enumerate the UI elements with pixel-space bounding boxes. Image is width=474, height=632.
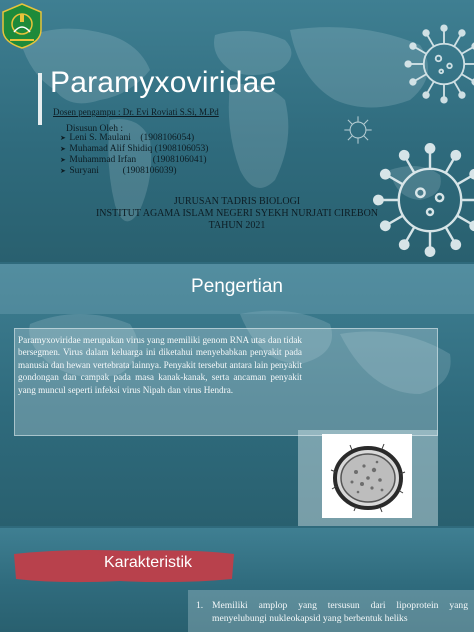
institution-block — [0, 196, 474, 232]
list-item: ➤ Muhamad Alif Shidiq (1908106053) — [60, 144, 209, 154]
virus-micrograph-image — [322, 434, 412, 518]
virus-icon — [398, 18, 474, 110]
list-item: ➤ Suryani (1908106039) — [60, 166, 177, 176]
definition-slide — [0, 264, 474, 526]
definition-paragraph: Paramyxoviridae merupakan virus yang memiliki genom RNA utas dan tidak bersegmen. Virus dalam keluarga ini diketahui menyebabkan penyakit pada manusia dan hewan vertebrata lainnya. Penyakit tersebut antara lain penyakit gondongan dan campak pada masa kanak-kanak, serta ancaman penyakit yang muncul seperti infeksi virus Nipah dan virus Hendra. — [18, 335, 302, 395]
lecturer-line: Dosen pengampu : Dr. Evi Roviati S.Si, M.Pd — [53, 107, 219, 117]
list-item — [196, 599, 468, 625]
arrow-bullet-icon: ➤ — [60, 134, 66, 142]
virus-icon — [340, 112, 376, 148]
arrow-bullet-icon: ➤ — [60, 156, 66, 164]
institute-line: INSTITUT AGAMA ISLAM NEGERI SYEKH NURJATI CIREBON — [95, 208, 379, 219]
title-accent-bar — [38, 73, 42, 125]
arrow-bullet-icon: ➤ — [60, 145, 66, 153]
characteristics-slide — [0, 528, 474, 632]
department-line: JURUSAN TADRIS BIOLOGI — [173, 196, 301, 207]
section-heading: Pengertian — [191, 276, 283, 297]
title-slide — [0, 0, 474, 262]
arrow-bullet-icon: ➤ — [60, 167, 66, 175]
item-text: Memiliki amplop yang tersusun dari lipoprotein yang menyelubungi nukleokapsid yang berbentuk heliks — [212, 600, 468, 624]
year-line: TAHUN 2021 — [208, 220, 266, 231]
institution-logo — [0, 2, 44, 50]
slide-title: Paramyxoviridae — [50, 66, 277, 99]
list-item: ➤ Leni S. Maulani (1908106054) — [60, 133, 195, 143]
member-list — [60, 133, 208, 177]
item-number: 1. — [196, 600, 204, 611]
section-heading: Karakteristik — [104, 554, 193, 571]
prepared-by-label: Disusun Oleh : — [66, 124, 123, 134]
list-item: ➤ Muhammad Irfan (1908106041) — [60, 155, 207, 165]
